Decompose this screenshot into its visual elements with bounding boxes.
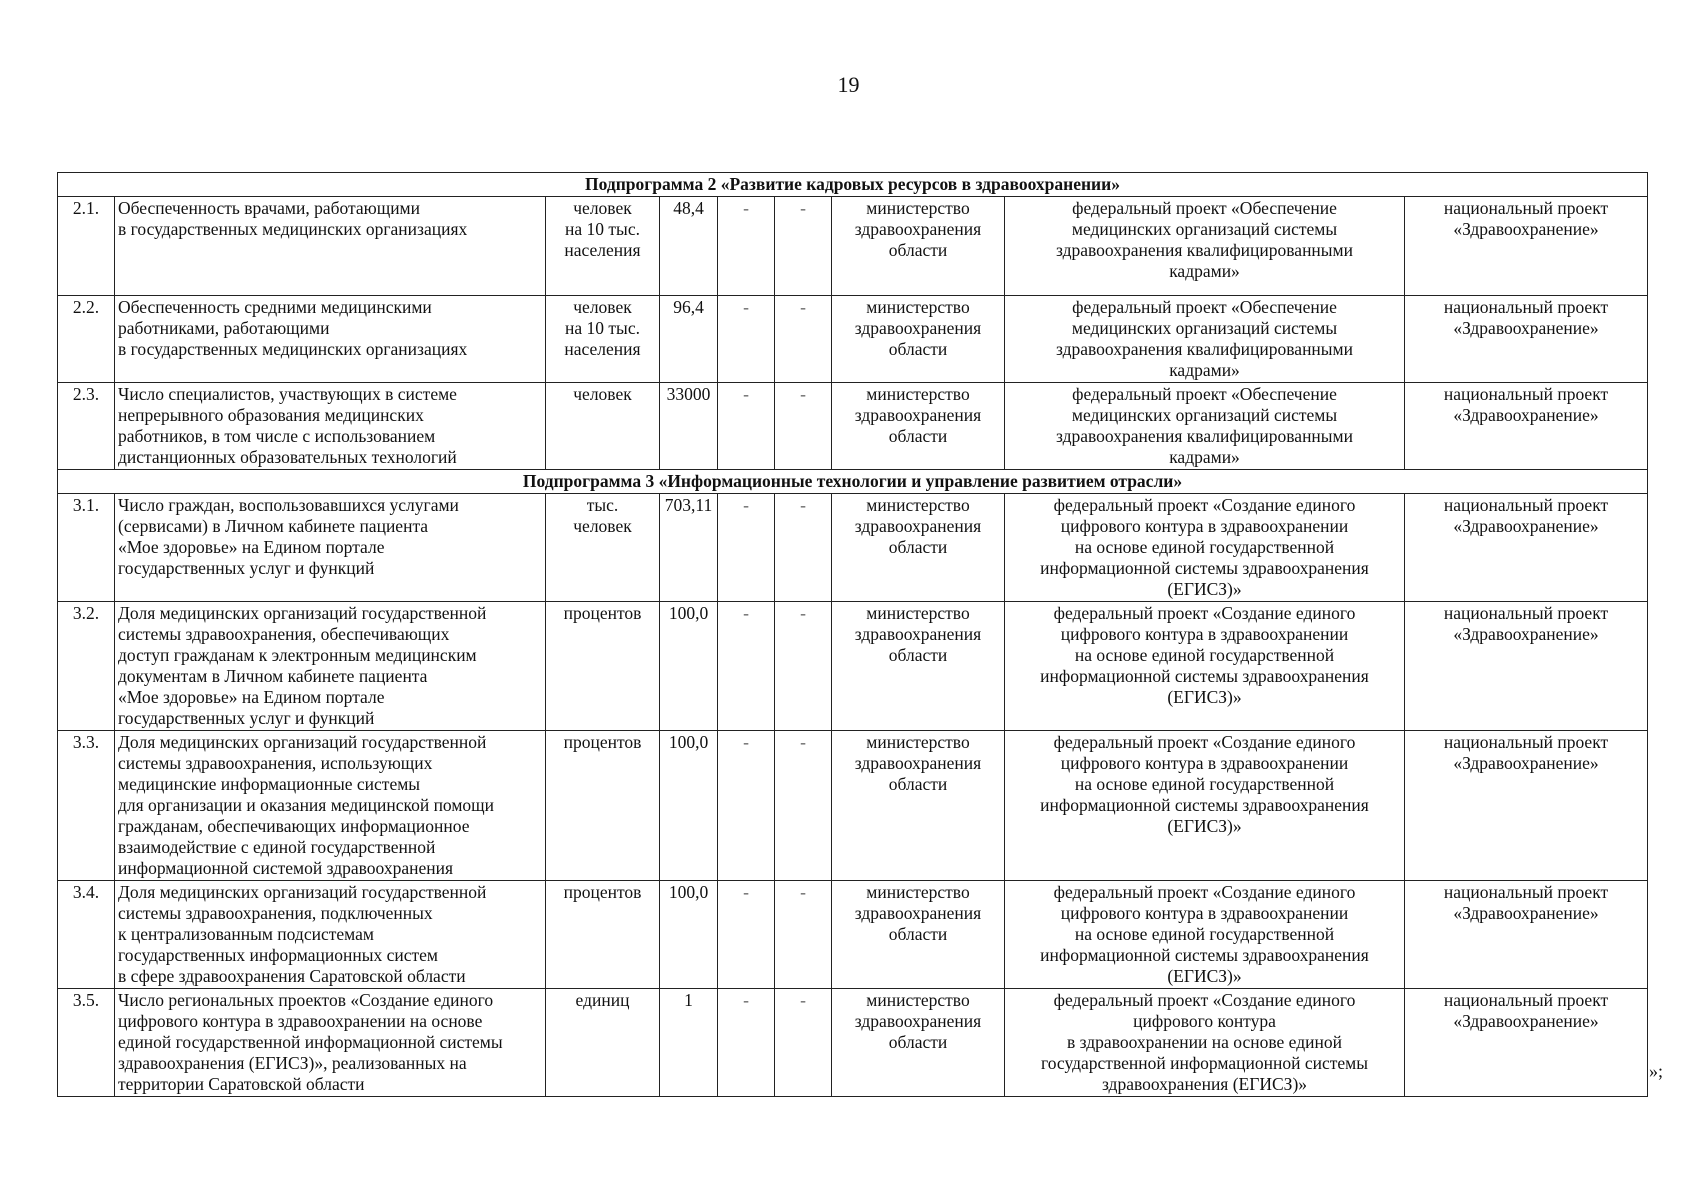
cell-line: государственных услуг и функций [118,558,375,578]
value-column-3: - [775,881,832,989]
cell-line: области [888,537,948,557]
cell-line: области [888,426,948,446]
cell-line: на основе единой государственной [1074,645,1335,665]
cell-line: федеральный проект «Обеспечение [1072,198,1337,218]
cell-line: здравоохранения [854,903,982,923]
cell-line: единиц [575,990,630,1010]
value-column-2: - [718,494,775,602]
cell-line: области [888,645,948,665]
cell-line: информационной системы здравоохранения [1040,795,1369,815]
national-project [1405,731,1648,881]
unit-of-measure [546,881,660,989]
cell-line: федеральный проект «Обеспечение [1072,297,1337,317]
closing-quote: »; [1649,1061,1664,1081]
table-row [58,731,1648,881]
cell-line: в здравоохранении на основе единой [1067,1032,1342,1052]
indicator-name [115,383,546,470]
target-value: 1 [660,989,718,1097]
cell-line: министерство [866,990,970,1010]
national-project [1405,296,1648,383]
cell-line: кадрами» [1169,360,1240,380]
national-project [1405,881,1648,989]
cell-line: федеральный проект «Создание единого [1053,882,1356,902]
value-column-2: - [718,197,775,296]
cell-line: цифрового контура в здравоохранении на основе [118,1011,483,1031]
cell-line: медицинских организаций системы [1071,318,1338,338]
value-column-3: - [775,731,832,881]
cell-line: государственной информационной системы [1041,1053,1368,1073]
cell-line: «Здравоохранение» [1453,903,1599,923]
cell-line: Доля медицинских организаций государственной [118,882,487,902]
federal-project [1005,494,1405,602]
cell-line: Доля медицинских организаций государственной [118,732,487,752]
cell-line: системы здравоохранения, подключенных [118,903,433,923]
target-value: 48,4 [660,197,718,296]
federal-project [1005,731,1405,881]
value-column-3: - [775,197,832,296]
responsible-body [832,296,1005,383]
cell-line: цифрового контура в здравоохранении [1060,516,1349,536]
cell-line: дистанционных образовательных технологий [118,447,457,467]
cell-line: национальный проект [1443,732,1609,752]
cell-line: населения [564,240,641,260]
cell-line: цифрового контура [1133,1011,1276,1031]
cell-line: здравоохранения [854,516,982,536]
table-row [58,989,1648,1097]
unit-of-measure [546,197,660,296]
cell-line: национальный проект [1443,198,1609,218]
cell-line: на основе единой государственной [1074,537,1335,557]
cell-line: «Здравоохранение» [1453,405,1599,425]
indicator-name [115,602,546,731]
cell-line: медицинских организаций системы [1071,405,1338,425]
cell-line: человек [573,297,632,317]
cell-line: (ЕГИСЗ)» [1167,966,1242,986]
cell-line: здравоохранения [854,318,982,338]
target-value: 703,11 [660,494,718,602]
section-title: Подпрограмма 3 «Информационные технологии и управление развитием отрасли» [58,470,1648,494]
cell-line: человек [573,198,632,218]
section-header-row [58,173,1648,197]
value-column-2: - [718,602,775,731]
national-project [1405,494,1648,602]
cell-line: области [888,1032,948,1052]
cell-line: министерство [866,882,970,902]
national-project [1405,989,1648,1097]
cell-line: для организации и оказания медицинской помощи [118,795,495,815]
cell-line: «Здравоохранение» [1453,318,1599,338]
cell-line: цифрового контура в здравоохранении [1060,753,1349,773]
cell-line: на 10 тыс. [565,219,640,239]
cell-line: здравоохранения [854,219,982,239]
cell-line: процентов [563,603,642,623]
row-number: 2.3. [58,383,115,470]
value-column-2: - [718,881,775,989]
cell-line: области [888,240,948,260]
cell-line: информационной системы здравоохранения [1040,945,1369,965]
cell-line: «Здравоохранение» [1453,753,1599,773]
cell-line: (сервисами) в Личном кабинете пациента [118,516,429,536]
responsible-body [832,602,1005,731]
cell-line: территории Саратовской области [118,1074,365,1094]
responsible-body [832,197,1005,296]
national-project [1405,602,1648,731]
unit-of-measure [546,296,660,383]
unit-of-measure [546,602,660,731]
responsible-body [832,383,1005,470]
cell-line: «Здравоохранение» [1453,624,1599,644]
page-number: 19 [837,72,860,97]
unit-of-measure [546,383,660,470]
cell-line: Число региональных проектов «Создание единого [118,990,494,1010]
cell-line: области [888,339,948,359]
cell-line: единой государственной информационной системы [118,1032,503,1052]
cell-line: тыс. [586,495,619,515]
cell-line: к централизованным подсистемам [118,924,374,944]
unit-of-measure [546,731,660,881]
cell-line: медицинские информационные системы [118,774,421,794]
cell-line: (ЕГИСЗ)» [1167,579,1242,599]
cell-line: здравоохранения (ЕГИСЗ)», реализованных на [118,1053,467,1073]
cell-line: на 10 тыс. [565,318,640,338]
cell-line: медицинских организаций системы [1071,219,1338,239]
cell-line: в сфере здравоохранения Саратовской области [118,966,466,986]
cell-line: Доля медицинских организаций государственной [118,603,487,623]
section-header-row [58,470,1648,494]
cell-line: национальный проект [1443,495,1609,515]
unit-of-measure [546,494,660,602]
row-number: 2.1. [58,197,115,296]
cell-line: области [888,774,948,794]
cell-line: федеральный проект «Создание единого [1053,495,1356,515]
value-column-2: - [718,296,775,383]
cell-line: национальный проект [1443,384,1609,404]
target-value: 33000 [660,383,718,470]
cell-line: министерство [866,297,970,317]
responsible-body [832,881,1005,989]
value-column-2: - [718,731,775,881]
indicator-name [115,296,546,383]
federal-project [1005,989,1405,1097]
cell-line: министерство [866,603,970,623]
value-column-2: - [718,383,775,470]
target-value: 100,0 [660,731,718,881]
table-row [58,602,1648,731]
cell-line: системы здравоохранения, использующих [118,753,433,773]
cell-line: «Здравоохранение» [1453,219,1599,239]
row-number: 3.1. [58,494,115,602]
cell-line: здравоохранения (ЕГИСЗ)» [1101,1074,1308,1094]
indicator-name [115,989,546,1097]
value-column-3: - [775,494,832,602]
cell-line: Число граждан, воспользовавшихся услугами [118,495,459,515]
cell-line: цифрового контура в здравоохранении [1060,624,1349,644]
cell-line: в государственных медицинских организациях [118,339,468,359]
cell-line: «Мое здоровье» на Едином портале [118,537,385,557]
cell-line: системы здравоохранения, обеспечивающих [118,624,450,644]
cell-line: здравоохранения [854,1011,982,1031]
table-row [58,296,1648,383]
row-number: 3.3. [58,731,115,881]
cell-line: документам в Личном кабинете пациента [118,666,428,686]
cell-line: министерство [866,384,970,404]
federal-project [1005,881,1405,989]
target-value: 96,4 [660,296,718,383]
cell-line: информационной системой здравоохранения [118,858,454,878]
row-number: 2.2. [58,296,115,383]
indicator-name [115,494,546,602]
cell-line: федеральный проект «Создание единого [1053,990,1356,1010]
cell-line: работниками, работающими [118,318,330,338]
cell-line: населения [564,339,641,359]
cell-line: доступ гражданам к электронным медицинским [118,645,477,665]
row-number: 3.2. [58,602,115,731]
cell-line: «Здравоохранение» [1453,516,1599,536]
cell-line: федеральный проект «Обеспечение [1072,384,1337,404]
cell-line: непрерывного образования медицинских [118,405,424,425]
indicator-name [115,881,546,989]
cell-line: здравоохранения квалифицированными [1056,240,1353,260]
cell-line: «Мое здоровье» на Едином портале [118,687,385,707]
cell-line: информационной системы здравоохранения [1040,666,1369,686]
section-title: Подпрограмма 2 «Развитие кадровых ресурсов в здравоохранении» [58,173,1648,197]
cell-line: министерство [866,495,970,515]
table-row [58,881,1648,989]
cell-line: государственных услуг и функций [118,708,375,728]
cell-line: Число специалистов, участвующих в системе [118,384,457,404]
cell-line: человек [573,516,632,536]
cell-line: здравоохранения квалифицированными [1056,426,1353,446]
federal-project [1005,197,1405,296]
row-number: 3.4. [58,881,115,989]
cell-line: здравоохранения [854,624,982,644]
cell-line: «Здравоохранение» [1453,1011,1599,1031]
cell-line: (ЕГИСЗ)» [1167,816,1242,836]
cell-line: здравоохранения квалифицированными [1056,339,1353,359]
cell-line: работников, в том числе с использованием [118,426,436,446]
value-column-3: - [775,296,832,383]
cell-line: кадрами» [1169,447,1240,467]
cell-line: гражданам, обеспечивающих информационное [118,816,470,836]
value-column-3: - [775,989,832,1097]
cell-line: министерство [866,198,970,218]
federal-project [1005,383,1405,470]
cell-line: цифрового контура в здравоохранении [1060,903,1349,923]
cell-line: здравоохранения [854,753,982,773]
cell-line: процентов [563,882,642,902]
value-column-3: - [775,602,832,731]
indicator-name [115,197,546,296]
cell-line: человек [573,384,632,404]
national-project [1405,197,1648,296]
responsible-body [832,731,1005,881]
responsible-body [832,494,1005,602]
responsible-body [832,989,1005,1097]
cell-line: на основе единой государственной [1074,924,1335,944]
cell-line: министерство [866,732,970,752]
cell-line: федеральный проект «Создание единого [1053,732,1356,752]
cell-line: информационной системы здравоохранения [1040,558,1369,578]
cell-line: на основе единой государственной [1074,774,1335,794]
cell-line: взаимодействие с единой государственной [118,837,436,857]
unit-of-measure [546,989,660,1097]
table-row [58,197,1648,296]
cell-line: национальный проект [1443,882,1609,902]
table-row [58,383,1648,470]
cell-line: национальный проект [1443,297,1609,317]
national-project [1405,383,1648,470]
indicators-table [57,172,1648,1097]
table-row [58,494,1648,602]
cell-line: в государственных медицинских организациях [118,219,468,239]
cell-line: кадрами» [1169,261,1240,281]
cell-line: процентов [563,732,642,752]
cell-line: национальный проект [1443,603,1609,623]
target-value: 100,0 [660,881,718,989]
federal-project [1005,296,1405,383]
cell-line: области [888,924,948,944]
federal-project [1005,602,1405,731]
cell-line: Обеспеченность средними медицинскими [118,297,432,317]
value-column-2: - [718,989,775,1097]
cell-line: национальный проект [1443,990,1609,1010]
cell-line: (ЕГИСЗ)» [1167,687,1242,707]
value-column-3: - [775,383,832,470]
cell-line: Обеспеченность врачами, работающими [118,198,420,218]
cell-line: здравоохранения [854,405,982,425]
target-value: 100,0 [660,602,718,731]
cell-line: государственных информационных систем [118,945,438,965]
indicator-name [115,731,546,881]
row-number: 3.5. [58,989,115,1097]
cell-line: федеральный проект «Создание единого [1053,603,1356,623]
